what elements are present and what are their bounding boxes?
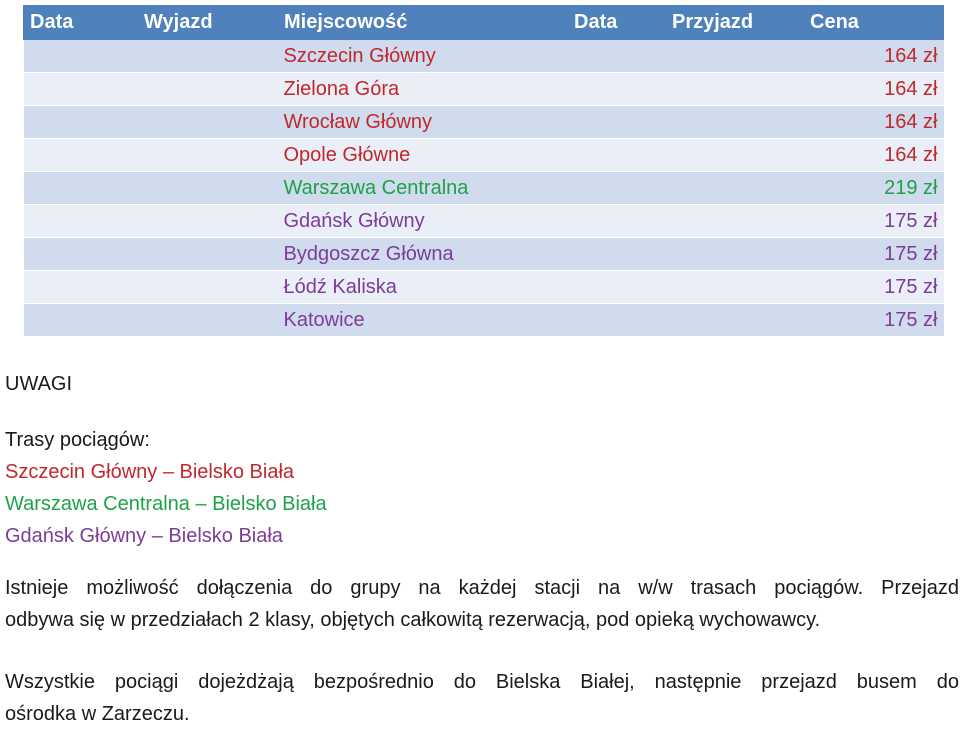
- info-paragraph-line: odbywa się w przedziałach 2 klasy, objętych całkowitą rezerwacją, pod opieką wychowawcy.: [5, 609, 821, 631]
- cell-city: Szczecin Główny: [278, 40, 568, 73]
- cell-city: Wrocław Główny: [278, 106, 568, 139]
- cell-price: 219 zł: [804, 172, 944, 205]
- table-row: [24, 106, 944, 139]
- cell-data: [24, 304, 138, 337]
- cell-wyjazd: [138, 271, 278, 304]
- table-row: [24, 73, 944, 106]
- cell-price: 164 zł: [804, 73, 944, 106]
- cell-przyjazd: [666, 238, 804, 271]
- cell-price: 175 zł: [804, 304, 944, 337]
- schedule-table: [23, 5, 944, 337]
- cell-price: 164 zł: [804, 139, 944, 172]
- routes-title: Trasy pociągów:: [5, 429, 150, 451]
- route-line: Gdańsk Główny – Bielsko Biała: [5, 525, 283, 547]
- cell-data: [24, 73, 138, 106]
- cell-city: Warszawa Centralna: [278, 172, 568, 205]
- cell-data-2: [568, 73, 666, 106]
- cell-wyjazd: [138, 139, 278, 172]
- cell-wyjazd: [138, 106, 278, 139]
- table-row: [24, 139, 944, 172]
- cell-city: Zielona Góra: [278, 73, 568, 106]
- cell-data-2: [568, 106, 666, 139]
- cell-price: 164 zł: [804, 106, 944, 139]
- route-line: Warszawa Centralna – Bielsko Biała: [5, 493, 327, 515]
- cell-city: Łódź Kaliska: [278, 271, 568, 304]
- header-data-2: Data: [568, 6, 666, 40]
- cell-city: Katowice: [278, 304, 568, 337]
- cell-data: [24, 139, 138, 172]
- table-header-row: [24, 6, 944, 40]
- cell-data-2: [568, 40, 666, 73]
- transport-paragraph-line: Wszystkie pociągi dojeżdżają bezpośrednio do Bielska Białej, następnie przejazd busem do: [5, 671, 959, 693]
- cell-przyjazd: [666, 304, 804, 337]
- cell-data-2: [568, 205, 666, 238]
- cell-data: [24, 205, 138, 238]
- cell-wyjazd: [138, 40, 278, 73]
- notes-heading: UWAGI: [5, 373, 73, 395]
- cell-data-2: [568, 139, 666, 172]
- cell-city: Gdańsk Główny: [278, 205, 568, 238]
- cell-data-2: [568, 304, 666, 337]
- cell-city: Bydgoszcz Główna: [278, 238, 568, 271]
- cell-wyjazd: [138, 172, 278, 205]
- cell-price: 175 zł: [804, 238, 944, 271]
- cell-przyjazd: [666, 271, 804, 304]
- cell-przyjazd: [666, 106, 804, 139]
- header-przyjazd: Przyjazd: [666, 6, 804, 40]
- table-row: [24, 271, 944, 304]
- header-data: Data: [24, 6, 138, 40]
- cell-przyjazd: [666, 40, 804, 73]
- cell-przyjazd: [666, 205, 804, 238]
- table-row: [24, 172, 944, 205]
- cell-przyjazd: [666, 172, 804, 205]
- header-cena: Cena: [804, 6, 944, 40]
- cell-price: 175 zł: [804, 205, 944, 238]
- table-row: [24, 40, 944, 73]
- cell-data: [24, 106, 138, 139]
- route-line: Szczecin Główny – Bielsko Biała: [5, 461, 295, 483]
- header-miejscowosc: Miejscowość: [278, 6, 568, 40]
- table-row: [24, 238, 944, 271]
- cell-wyjazd: [138, 238, 278, 271]
- cell-data-2: [568, 271, 666, 304]
- cell-wyjazd: [138, 205, 278, 238]
- transport-paragraph-line: ośrodka w Zarzeczu.: [5, 703, 190, 725]
- cell-price: 175 zł: [804, 271, 944, 304]
- cell-przyjazd: [666, 139, 804, 172]
- cell-data-2: [568, 172, 666, 205]
- cell-data: [24, 238, 138, 271]
- cell-wyjazd: [138, 73, 278, 106]
- cell-data-2: [568, 238, 666, 271]
- cell-przyjazd: [666, 73, 804, 106]
- info-paragraph-line: Istnieje możliwość dołączenia do grupy na każdej stacji na w/w trasach pociągów. Przejazd: [5, 577, 959, 599]
- table-row: [24, 205, 944, 238]
- cell-data: [24, 271, 138, 304]
- header-wyjazd: Wyjazd: [138, 6, 278, 40]
- cell-data: [24, 172, 138, 205]
- cell-price: 164 zł: [804, 40, 944, 73]
- cell-wyjazd: [138, 304, 278, 337]
- cell-city: Opole Główne: [278, 139, 568, 172]
- cell-data: [24, 40, 138, 73]
- table-row: [24, 304, 944, 337]
- notes-section: [5, 368, 959, 730]
